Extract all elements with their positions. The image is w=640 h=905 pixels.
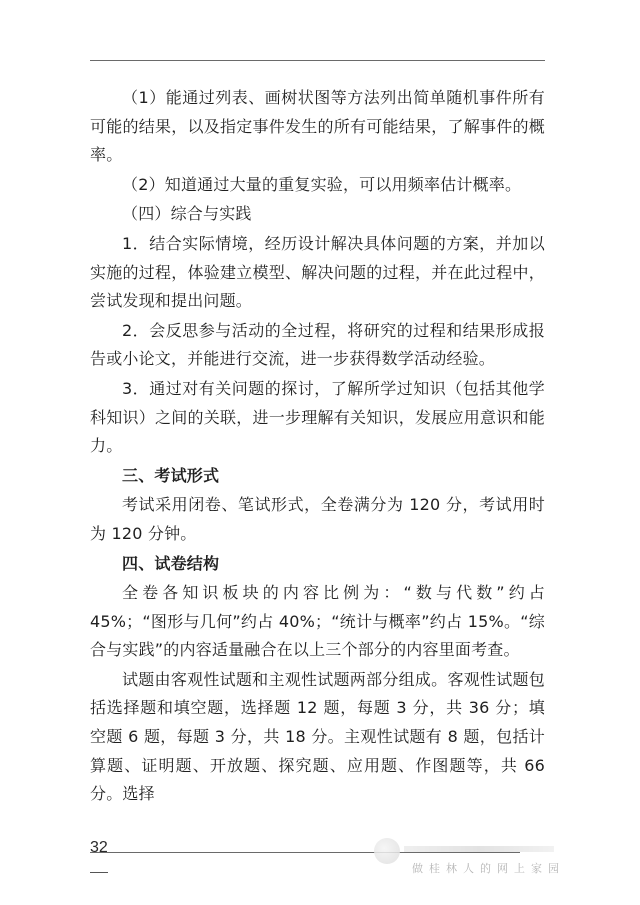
page-number: 32 [90,839,108,856]
document-body [90,84,545,809]
watermark-text: 做桂林人的网上家园 [412,862,565,875]
watermark-bar [404,846,554,852]
section-heading-4: （四）综合与实践 [122,204,252,224]
section-heading-paper-structure: 四、试卷结构 [122,553,220,573]
paragraph-4: 1．结合实际情境，经历设计解决具体问题的方案，并加以实施的过程，体验建立模型、解决问题的过程，并在此过程中，尝试发现和提出问题。 [90,233,545,311]
paragraph-content-ratio: 全卷各知识板块的内容比例为：“数与代数”约占 45%；“图形与几何”约占 40%；“统计与概率”约占 15%。“综合与实践”的内容适量融合在以上三个部分的内容里面考查。 [90,583,545,660]
watermark [374,834,584,884]
paragraph-2: （2）知道通过大量的重复实验，可以用频率估计概率。 [122,174,522,194]
paragraph-5: 2．会反思参与活动的全过程，将研究的过程和结果形成报告或小论文，并能进行交流，进一步获得数学活动经验。 [90,320,545,369]
watermark-logo-icon [374,838,400,864]
paragraph-6: 3．通过对有关问题的探讨，了解所学过知识（包括其他学科知识）之间的关联，进一步理解有关知识，发展应用意识和能力。 [90,378,545,456]
header-rule [90,60,545,61]
page-number-underline [90,872,108,873]
paragraph-question-types: 试题由客观性试题和主观性试题两部分组成。客观性试题包括选择题和填空题，选择题 12 题，每题 3 分，共 36 分；填空题 6 题，每题 3 分，共 18 分。主观性试题有 8 题，包括计算题、证明题、开放题、探究题、应用题、作图题等，共 66 分。选择 [90,669,545,804]
paragraph-1: （1）能通过列表、画树状图等方法列出简单随机事件所有可能的结果，以及指定事件发生的所有可能结果，了解事件的概率。 [90,88,545,165]
paragraph-exam-format: 考试采用闭卷、笔试形式，全卷满分为 120 分，考试用时为 120 分钟。 [90,495,545,543]
section-heading-exam-format: 三、考试形式 [122,465,220,485]
